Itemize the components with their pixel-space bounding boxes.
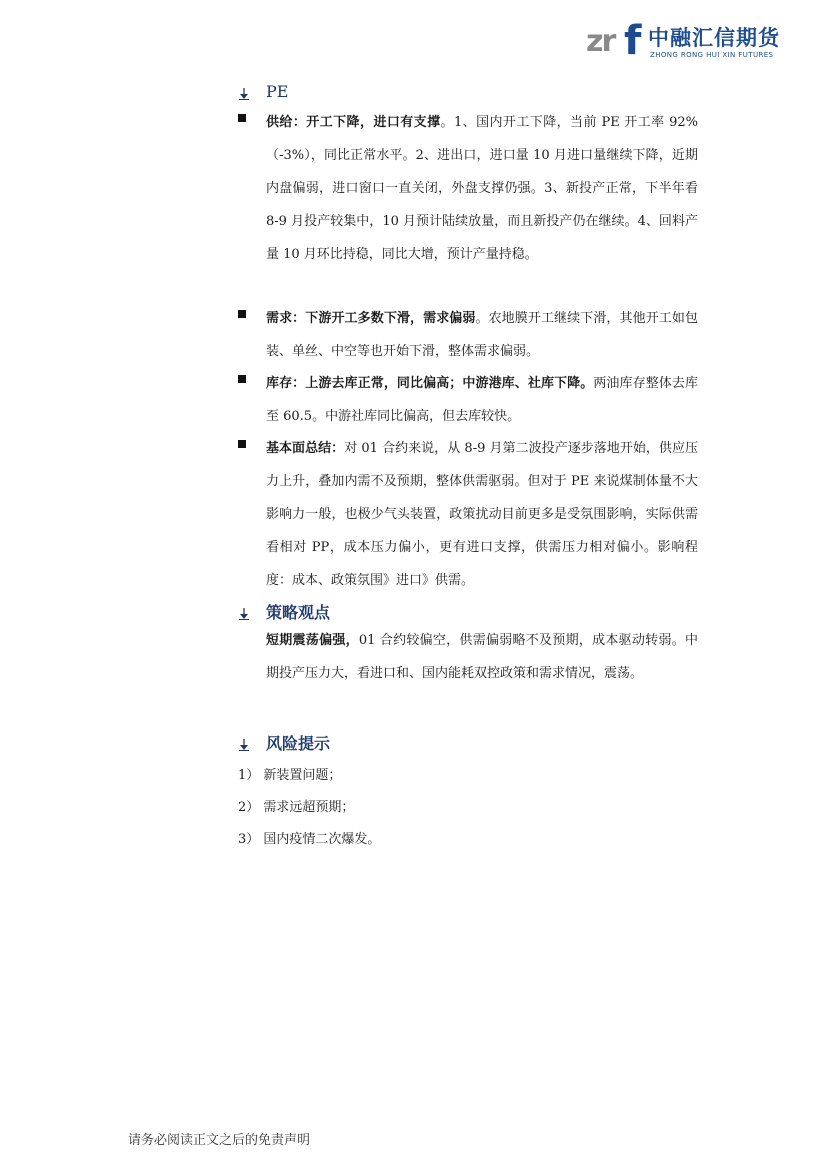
down-arrow-icon bbox=[238, 88, 250, 100]
risk-item: 1） 新装置问题； bbox=[238, 768, 342, 783]
paragraph bbox=[266, 106, 698, 271]
square-bullet-icon bbox=[238, 114, 246, 122]
paragraph bbox=[266, 367, 698, 433]
bullet-demand bbox=[238, 302, 698, 368]
paragraph bbox=[266, 432, 698, 597]
bold-lead: 供给：开工下降，进口有支撑 bbox=[266, 115, 441, 130]
section-heading-risk bbox=[238, 731, 330, 754]
bold-lead: 基本面总结： bbox=[266, 441, 345, 456]
section-heading-strategy bbox=[238, 600, 330, 623]
section-heading-pe bbox=[238, 82, 288, 101]
company-logo bbox=[584, 18, 780, 64]
bullet-summary bbox=[238, 432, 698, 597]
body-text: 。农地膜开工继续下滑，其他开工如包装、单丝、中空等也开始下滑，整体需求偏弱。 bbox=[266, 311, 698, 359]
body-text: 01 合约较偏空，供需偏弱略不及预期，成本驱动转弱。中期投产压力大，看进口和、国内能耗双控政策和需求情况，震荡。 bbox=[266, 633, 698, 681]
square-bullet-icon bbox=[238, 310, 246, 318]
strategy-paragraph bbox=[266, 624, 698, 690]
risk-item: 2） 需求远超预期； bbox=[238, 800, 355, 815]
bold-lead: 需求：下游开工多数下滑，需求偏弱 bbox=[266, 311, 476, 326]
down-arrow-icon bbox=[238, 739, 250, 751]
paragraph bbox=[266, 302, 698, 368]
body-text: 对 01 合约来说，从 8-9 月第二波投产逐步落地开始，供应压力上升，叠加内需不及预期，整体供需驱弱。但对于 PE 来说煤制体量不大影响力一般，也极少气头装置，政策扰动目前更多是受氛围影响，实际供需看相对 PP，成本压力偏小，更有进口支撑，供需压力相对偏小。影响程度：成本、政策氛围》进口》供需。 bbox=[266, 441, 698, 588]
footer-disclaimer: 请务必阅读正文之后的免责声明 bbox=[128, 1133, 311, 1148]
company-name-cn: 中融汇信期货 bbox=[648, 26, 780, 50]
body-text: 。1、国内开工下降，当前 PE 开工率 92%（-3%），同比正常水平。2、进出口，进口量 10 月进口量继续下降，近期内盘偏弱，进口窗口一直关闭，外盘支撑仍强。3、新投产正常，下半年看 8-9 月投产较集中，10 月预计陆续放量，而且新投产仍在继续。4、回料产量 10 月环比持稳，同比大增，预计产量持稳。 bbox=[266, 115, 698, 262]
bold-lead: 短期震荡偏强， bbox=[266, 633, 359, 648]
section-title: 风险提示 bbox=[266, 734, 331, 753]
down-arrow-icon bbox=[238, 608, 250, 620]
bullet-supply bbox=[238, 106, 698, 271]
bold-lead: 库存：上游去库正常，同比偏高；中游港库、社库下降。 bbox=[266, 376, 594, 391]
section-title: PE bbox=[266, 82, 289, 101]
bullet-inventory bbox=[238, 367, 698, 433]
risk-item: 3） 国内疫情二次爆发。 bbox=[238, 832, 381, 847]
square-bullet-icon bbox=[238, 375, 246, 383]
logo-f-mark: f bbox=[624, 18, 642, 64]
company-name-en: ZHONG RONG HUI XIN FUTURES bbox=[650, 51, 774, 59]
logo-mark: zr bbox=[586, 24, 615, 59]
body-text: 两油库存整体去库至 60.5。中游社库同比偏高，但去库较快。 bbox=[266, 376, 698, 424]
square-bullet-icon bbox=[238, 440, 246, 448]
section-title: 策略观点 bbox=[266, 603, 331, 622]
